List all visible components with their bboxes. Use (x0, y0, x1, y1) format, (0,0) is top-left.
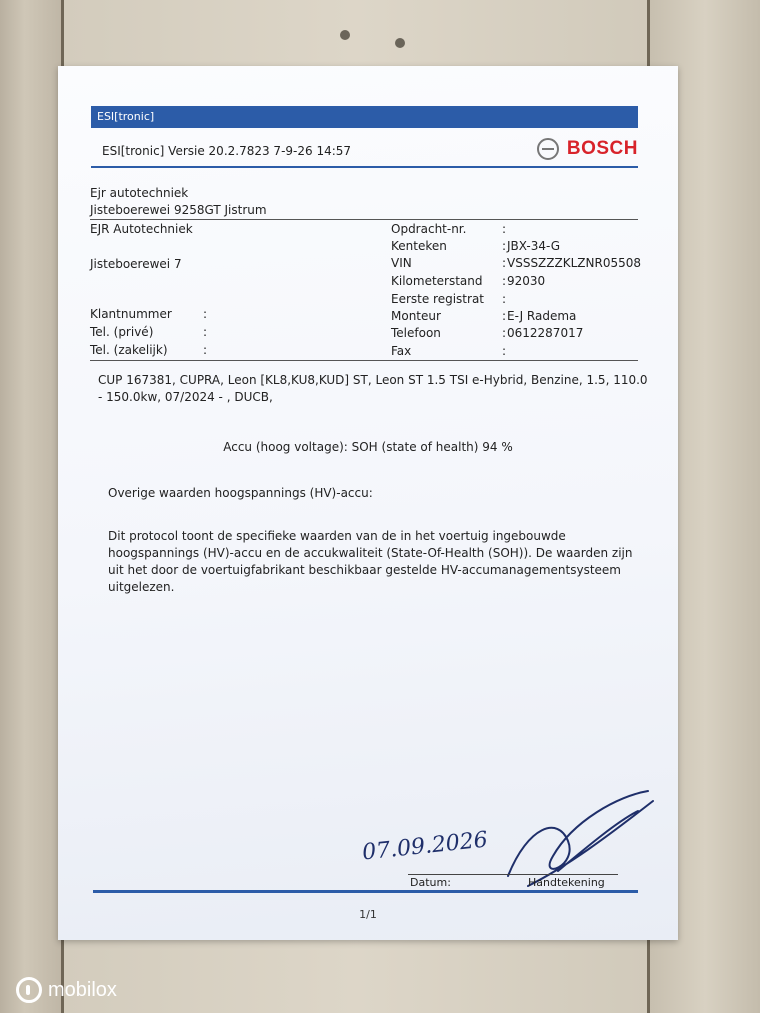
field-value: E-J Radema (507, 309, 577, 323)
company-name: Ejr autotechniek (90, 186, 189, 200)
nail-hole (395, 38, 405, 48)
field-sep: : (502, 309, 507, 323)
protocol-text: Dit protocol toont de specifieke waarden van de in het voertuig ingebouwde hoogspannings (HV)-accu en de accukwaliteit (State-Of-Health (SOH)). De waarden zijn uit het door de voertuigfabrikant beschikbaar gestelde HV-accumanagementsysteem uitgelezen. (108, 529, 633, 594)
bosch-armature-icon (537, 138, 559, 160)
report-header (98, 138, 638, 164)
footer-rule (93, 890, 638, 893)
field-sep: : (502, 292, 507, 306)
field-label: Opdracht-nr. (391, 222, 467, 236)
field-label: Kenteken (391, 239, 447, 253)
field-label: Tel. (zakelijk) (90, 343, 168, 357)
bosch-brand (537, 138, 638, 160)
field-label: Kilometerstand (391, 274, 483, 288)
field-sep: : (502, 274, 507, 288)
field-label: Eerste registrat (391, 292, 485, 306)
section-heading: Overige waarden hoogspannings (HV)-accu: (108, 486, 373, 500)
field-sep: : (203, 343, 208, 357)
watermark (16, 977, 117, 1003)
field-value: VSSSZZZKLZNR05508 (507, 256, 641, 270)
vehicle-description: CUP 167381, CUPRA, Leon [KL8,KU8,KUD] ST, Leon ST 1.5 TSI e-Hybrid, Benzine, 1.5, 110.0 - 150.0kw, 07/2024 - , DUCB, (98, 373, 648, 404)
field-label: Monteur (391, 309, 441, 323)
field-value: 0612287017 (507, 326, 584, 340)
field-value: JBX-34-G (507, 239, 561, 253)
field-sep: : (502, 239, 507, 253)
field-sep: : (502, 326, 507, 340)
customer-name: EJR Autotechniek (90, 222, 193, 236)
divider (90, 360, 638, 361)
mobilox-logo-icon (16, 977, 42, 1003)
field-sep: : (502, 222, 507, 236)
header-rule (91, 166, 638, 168)
field-label: VIN (391, 256, 412, 270)
report-sheet (58, 66, 678, 940)
field-label: Fax (391, 344, 412, 358)
field-label: Klantnummer (90, 307, 172, 321)
date-label: Datum: (410, 876, 451, 889)
customer-street: Jisteboerewei 7 (90, 257, 182, 271)
divider (90, 219, 638, 220)
field-label: Telefoon (391, 326, 441, 340)
field-sep: : (502, 344, 507, 358)
field-value: 92030 (507, 274, 546, 288)
brand-name: BOSCH (566, 138, 638, 159)
app-title-bar: ESI[tronic] (91, 106, 638, 128)
handwritten-date: 07.09.2026 (361, 827, 489, 866)
field-label: Tel. (privé) (90, 325, 154, 339)
watermark-text: mobilox (48, 978, 117, 1001)
soh-result: Accu (hoog voltage): SOH (state of health) 94 % (223, 440, 513, 454)
nail-hole (340, 30, 350, 40)
page-number: 1/1 (359, 908, 377, 921)
signature-label: Handtekening (528, 876, 605, 889)
company-address: Jisteboerewei 9258GT Jistrum (90, 203, 267, 217)
wood-plank (0, 0, 62, 1013)
version-line: ESI[tronic] Versie 20.2.7823 7-9-26 14:57 (102, 144, 352, 158)
signature-line (408, 874, 618, 875)
field-sep: : (502, 256, 507, 270)
field-sep: : (203, 307, 208, 321)
field-sep: : (203, 325, 208, 339)
